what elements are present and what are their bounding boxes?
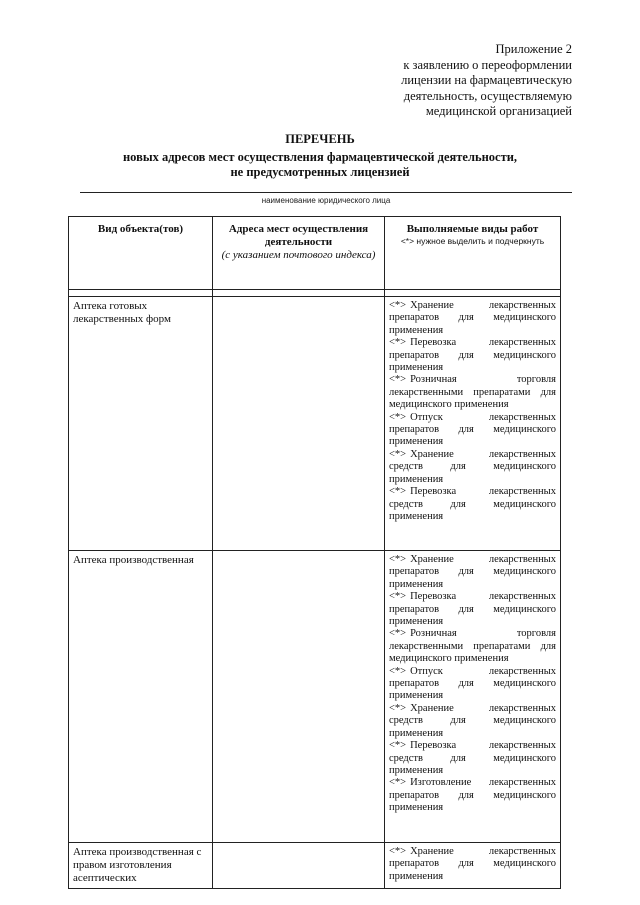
work-text: Хранение лекарственных средств для медицинского применения xyxy=(389,448,556,485)
work-item[interactable] xyxy=(389,412,556,449)
work-mark: <*> xyxy=(389,554,407,565)
appendix-line: к заявлению о переоформлении xyxy=(403,57,572,72)
work-item[interactable] xyxy=(389,628,556,665)
work-mark: <*> xyxy=(389,411,407,423)
object-type-cell: Аптека производственная с правом изготовления асептических xyxy=(69,843,213,889)
work-item[interactable] xyxy=(389,591,556,628)
header-object-type xyxy=(69,217,213,290)
work-mark: <*> xyxy=(389,486,407,498)
document-subtitle-line-1: новых адресов мест осуществления фармацевтической деятельности, xyxy=(122,150,518,164)
appendix-line: лицензии на фармацевтическую xyxy=(401,73,572,87)
header-object-type-label: Вид объекта(тов) xyxy=(97,223,184,235)
object-type-cell: Аптека готовых лекарственных форм xyxy=(69,297,213,551)
work-item[interactable] xyxy=(389,300,556,337)
object-type-cell: Аптека производственная xyxy=(69,551,213,843)
works-cell xyxy=(385,843,561,889)
work-mark: <*> xyxy=(389,337,407,349)
work-item[interactable] xyxy=(389,486,556,523)
header-works-note: <*> нужное выделить и подчеркнуть xyxy=(400,236,545,246)
table-header-row xyxy=(69,217,561,290)
work-text: Изготовление лекарственных препаратов для медицинского применения xyxy=(389,777,556,814)
address-cell[interactable] xyxy=(213,551,385,843)
work-item[interactable] xyxy=(389,740,556,777)
work-text: Отпуск лекарственных препаратов для медицинского применения xyxy=(389,411,556,448)
appendix-line: медицинской организацией xyxy=(425,104,572,118)
work-text: Перевозка лекарственных препаратов для медицинского применения xyxy=(389,591,556,628)
work-mark: <*> xyxy=(389,740,407,752)
work-mark: <*> xyxy=(389,777,407,789)
appendix-note xyxy=(322,42,572,120)
works-cell xyxy=(385,297,561,551)
org-name-caption: наименование юридического лица xyxy=(261,196,391,205)
document-title: ПЕРЕЧЕНЬ xyxy=(285,132,355,146)
work-text: Перевозка лекарственных средств для медицинского применения xyxy=(389,486,556,522)
work-text: Розничная торговля лекарственными препаратами для медицинского применения xyxy=(389,628,556,665)
header-works xyxy=(385,217,561,290)
work-mark: <*> xyxy=(389,300,407,311)
table-row xyxy=(69,843,561,889)
work-text: Хранение лекарственных препаратов для медицинского применения xyxy=(389,554,556,590)
work-item[interactable] xyxy=(389,554,556,591)
address-cell[interactable] xyxy=(213,843,385,889)
work-item[interactable] xyxy=(389,337,556,374)
work-item[interactable] xyxy=(389,666,556,703)
work-text: Отпуск лекарственных препаратов для медицинского применения xyxy=(389,665,556,702)
header-works-label: Выполняемые виды работ xyxy=(406,223,539,235)
work-item[interactable] xyxy=(389,777,556,814)
work-mark: <*> xyxy=(389,665,407,677)
org-name-fill-line[interactable] xyxy=(80,192,572,193)
header-address-note: (с указанием почтового индекса) xyxy=(221,249,376,261)
table-row xyxy=(69,297,561,551)
work-text: Хранение лекарственных средств для медицинского применения xyxy=(389,702,556,739)
work-text: Хранение лекарственных препаратов для медицинского применения xyxy=(389,300,556,336)
appendix-line: Приложение 2 xyxy=(495,42,572,56)
work-mark: <*> xyxy=(389,374,407,386)
header-address xyxy=(213,217,385,290)
work-item[interactable] xyxy=(389,449,556,486)
address-cell[interactable] xyxy=(213,297,385,551)
work-item[interactable] xyxy=(389,846,556,883)
document-subtitle-line-2: не предусмотренных лицензией xyxy=(230,165,410,179)
work-mark: <*> xyxy=(389,448,407,460)
work-mark: <*> xyxy=(389,591,407,603)
work-mark: <*> xyxy=(389,628,407,640)
work-text: Перевозка лекарственных препаратов для медицинского применения xyxy=(389,337,556,374)
work-mark: <*> xyxy=(389,846,407,857)
work-item[interactable] xyxy=(389,703,556,740)
appendix-line: деятельность, осуществляемую xyxy=(403,88,572,103)
objects-table xyxy=(68,216,561,889)
work-mark: <*> xyxy=(389,702,407,714)
work-item[interactable] xyxy=(389,374,556,411)
works-cell xyxy=(385,551,561,843)
table-row xyxy=(69,551,561,843)
table-spacer-row xyxy=(69,290,561,297)
work-text: Розничная торговля лекарственными препаратами для медицинского применения xyxy=(389,374,556,411)
work-text: Хранение лекарственных препаратов для медицинского применения xyxy=(389,846,556,882)
header-address-label: Адреса мест осуществления деятельности xyxy=(228,223,369,248)
work-text: Перевозка лекарственных средств для медицинского применения xyxy=(389,740,556,776)
